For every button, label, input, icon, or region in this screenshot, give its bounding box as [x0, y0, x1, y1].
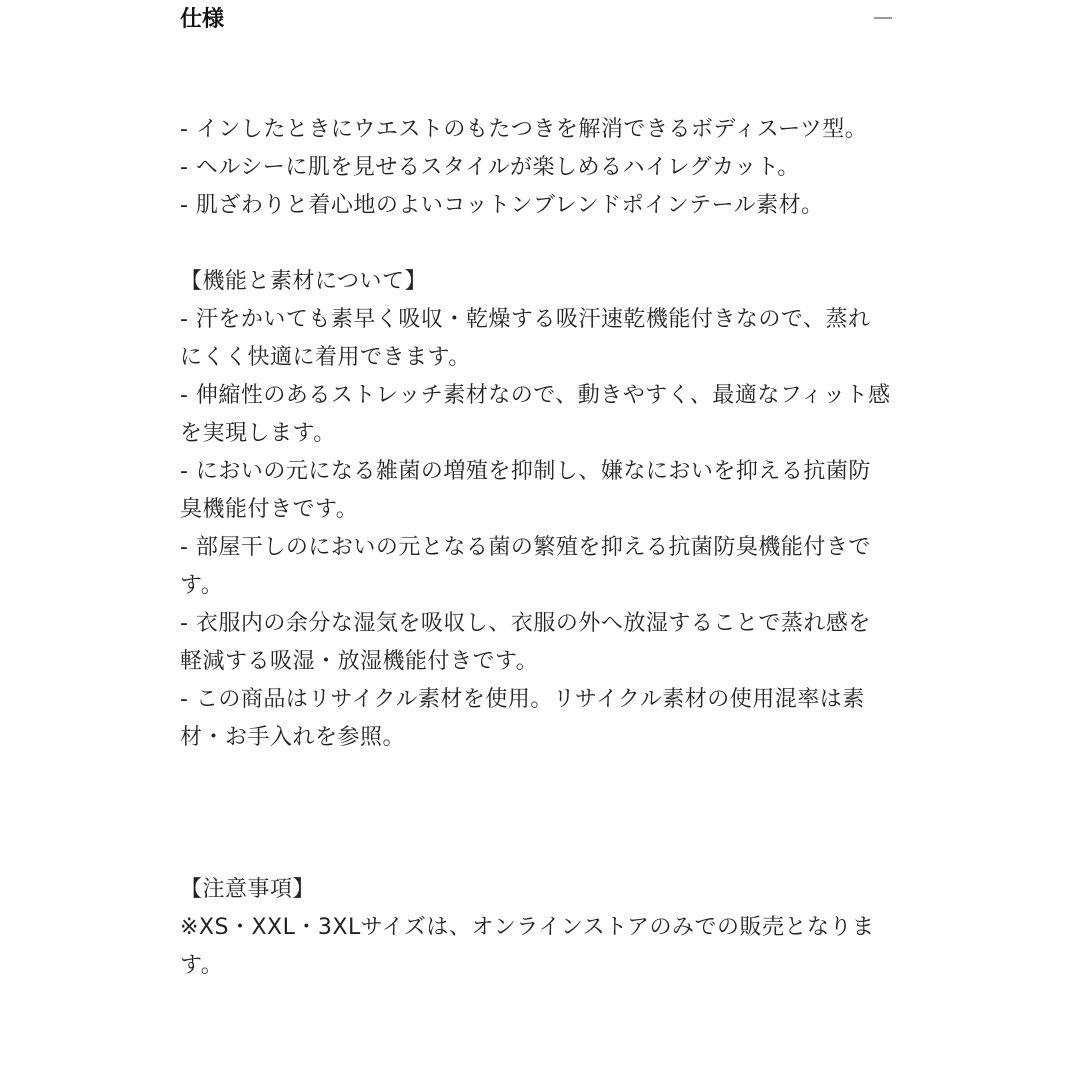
minus-icon[interactable]	[874, 17, 892, 19]
spec-section-header[interactable]	[180, 0, 892, 40]
function-material-heading: 【機能と素材について】	[180, 269, 428, 294]
spec-content	[180, 111, 892, 985]
spacer	[180, 225, 892, 263]
function-item: - 伸縮性のあるストレッチ素材なので、動きやすく、最適なフィット感を実現します。	[180, 383, 891, 446]
function-item: - 衣服内の余分な湿気を吸収し、衣服の外へ放湿することで蒸れ感を軽減する吸湿・放湿機能付きです。	[180, 611, 871, 674]
spacer	[180, 757, 892, 871]
function-item: - 部屋干しのにおいの元となる菌の繁殖を抑える抗菌防臭機能付きです。	[180, 535, 871, 598]
feature-item: - インしたときにウエストのもたつきを解消できるボディスーツ型。	[180, 117, 868, 142]
feature-item: - 肌ざわりと着心地のよいコットンブレンドポインテール素材。	[180, 193, 824, 218]
note-item: ※XS・XXL・3XLサイズは、オンラインストアのみでの販売となります。	[180, 915, 875, 978]
function-item: - この商品はリサイクル素材を使用。リサイクル素材の使用混率は素材・お手入れを参照。	[180, 687, 865, 750]
function-item: - においの元になる雑菌の増殖を抑制し、嫌なにおいを抑える抗菌防臭機能付きです。	[180, 459, 871, 522]
notes-heading: 【注意事項】	[180, 877, 316, 902]
function-item: - 汗をかいても素早く吸収・乾燥する吸汗速乾機能付きなので、蒸れにくく快適に着用できます。	[180, 307, 871, 370]
section-title: 仕様	[180, 7, 225, 32]
feature-item: - ヘルシーに肌を見せるスタイルが楽しめるハイレグカット。	[180, 155, 800, 180]
